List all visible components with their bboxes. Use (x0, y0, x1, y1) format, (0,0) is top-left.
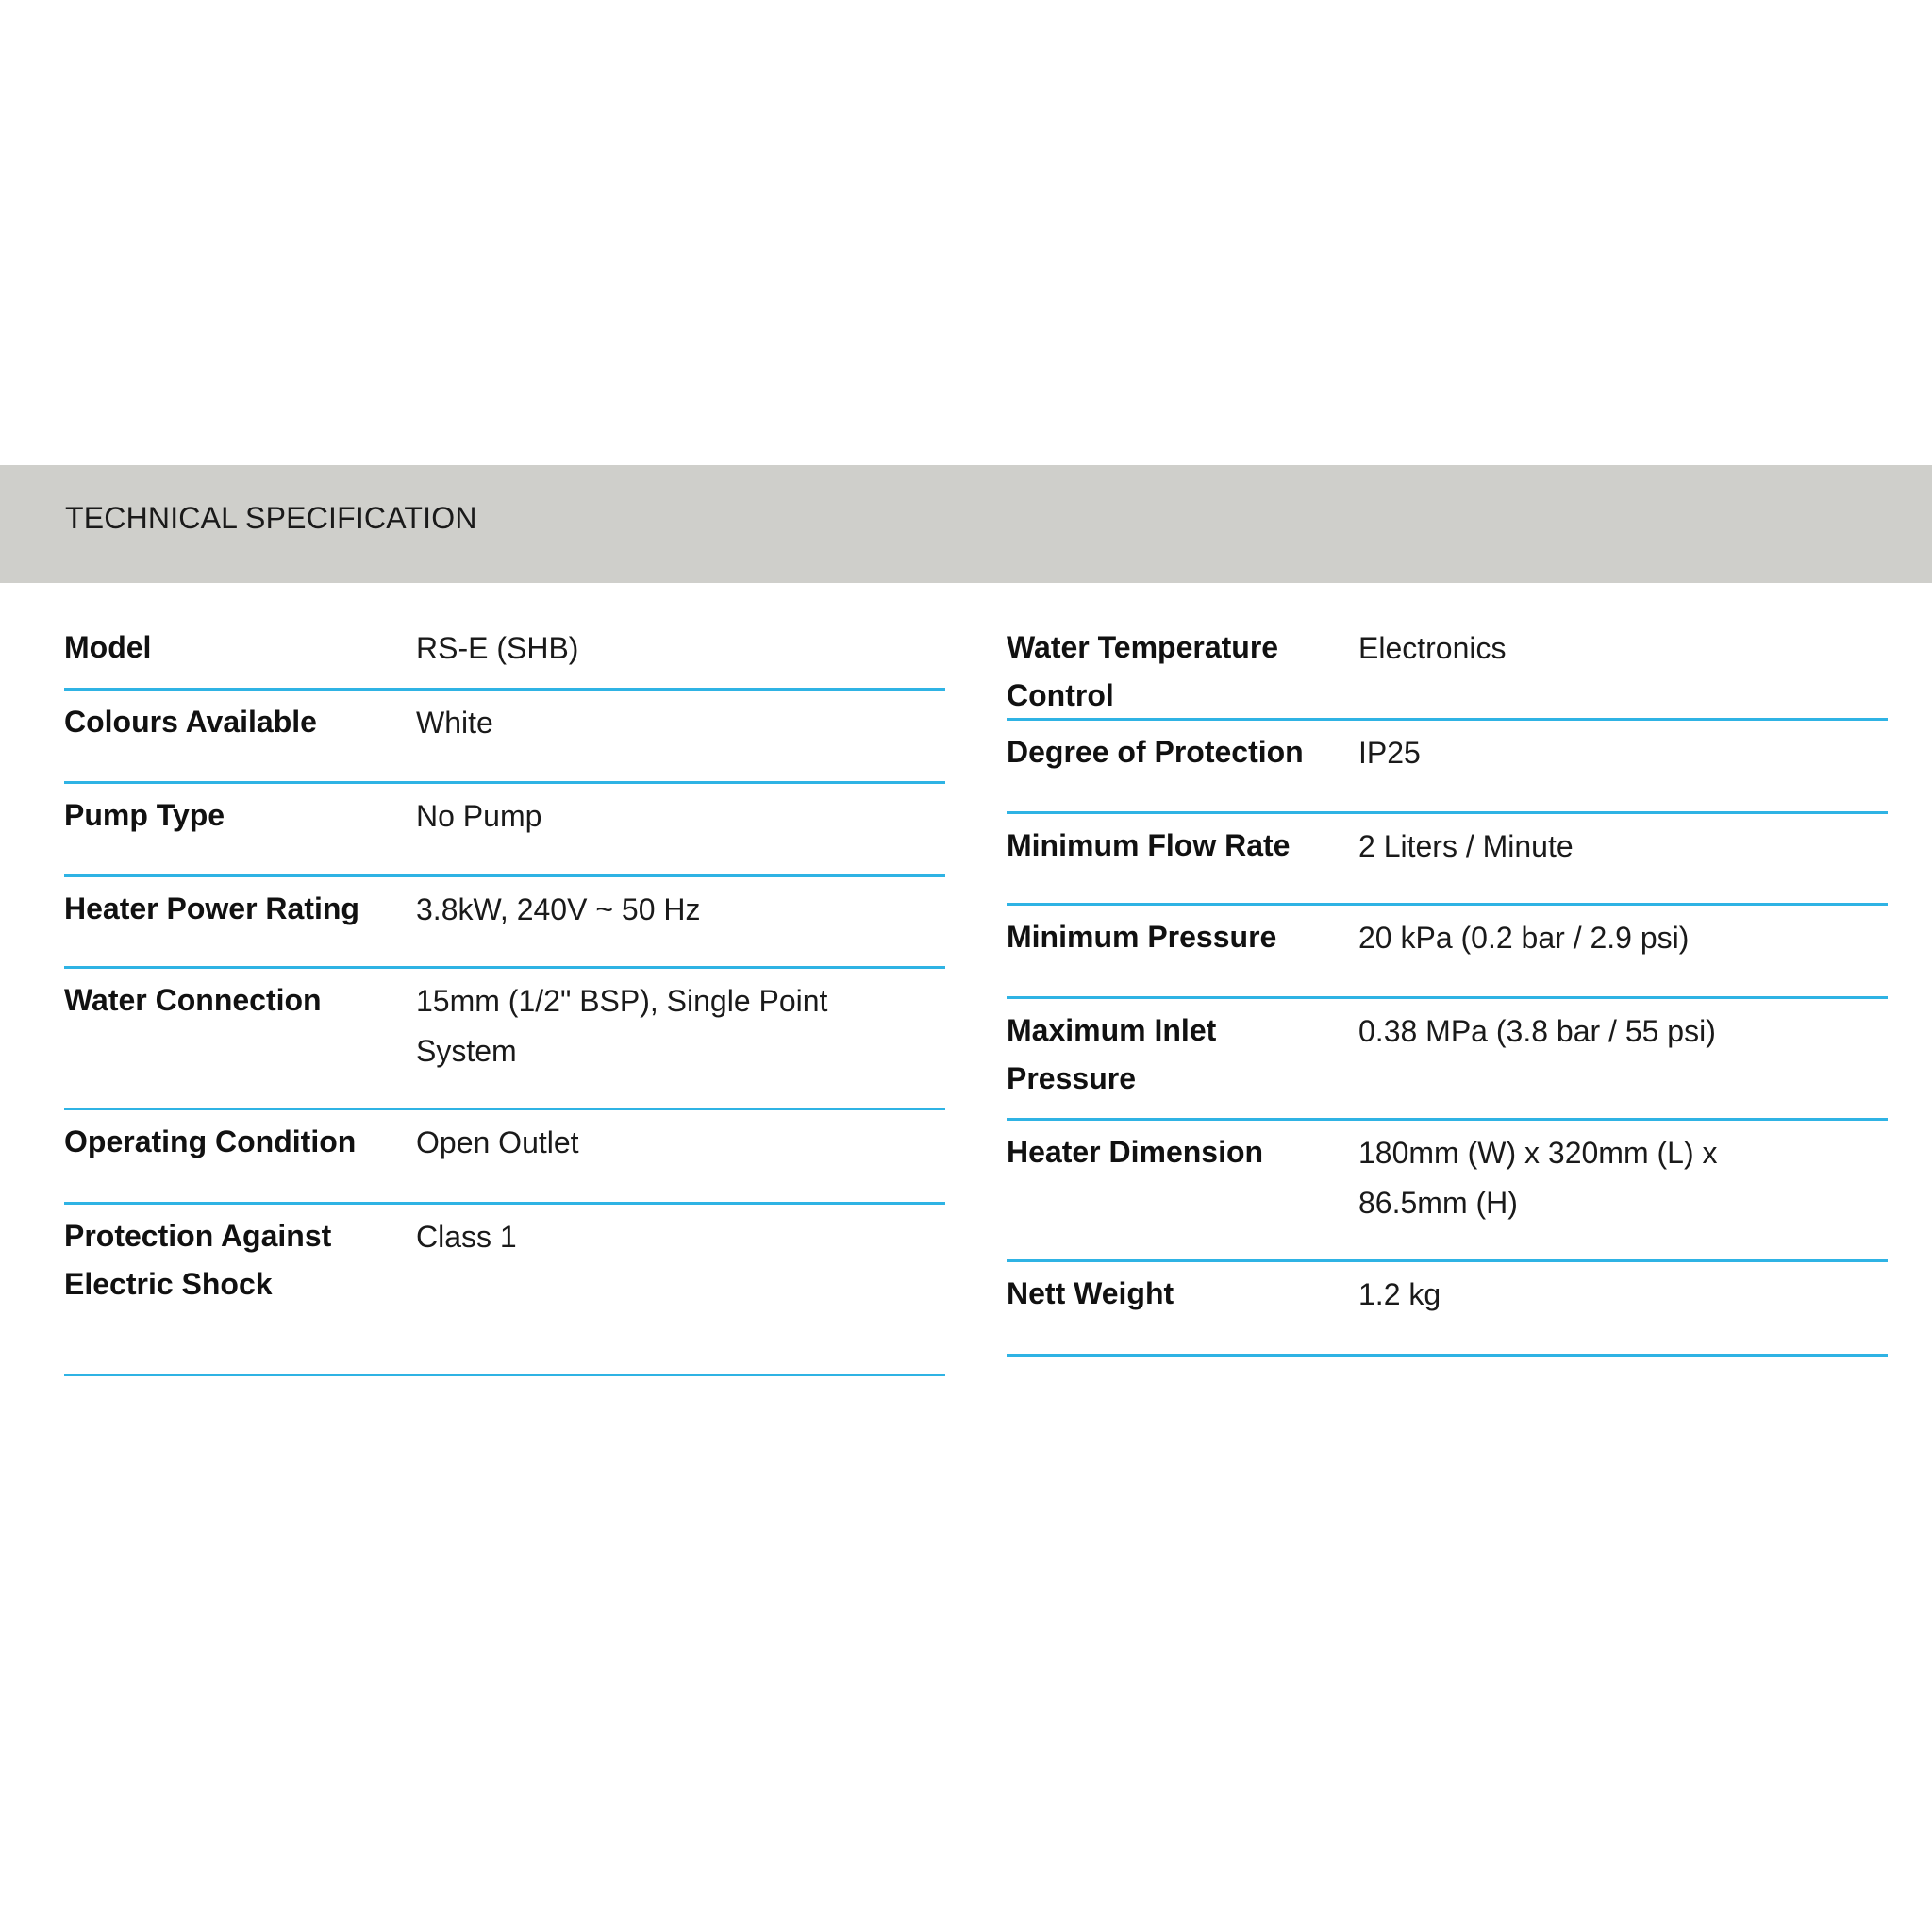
spec-value: Open Outlet (416, 1125, 579, 1159)
spec-row-colours (64, 691, 945, 784)
spec-value: Class 1 (416, 1220, 517, 1254)
spec-value: 1.2 kg (1358, 1277, 1441, 1311)
spec-row-nett-weight (1007, 1262, 1888, 1357)
spec-row-model (64, 616, 945, 691)
spec-row-water-connection (64, 969, 945, 1110)
spec-value: White (416, 706, 493, 740)
spec-label: Water Connection (64, 983, 322, 1017)
spec-value: Electronics (1358, 631, 1507, 665)
spec-value: 180mm (W) x 320mm (L) x 86.5mm (H) (1358, 1136, 1718, 1220)
spec-row-min-flow-rate (1007, 814, 1888, 906)
spec-row-min-pressure (1007, 906, 1888, 999)
spec-value: 3.8kW, 240V ~ 50 Hz (416, 892, 701, 926)
spec-value: 2 Liters / Minute (1358, 829, 1574, 863)
spec-value: No Pump (416, 799, 542, 833)
spec-label: Minimum Flow Rate (1007, 828, 1291, 862)
spec-row-protection-shock (64, 1205, 945, 1376)
spec-column-right (1007, 616, 1888, 1357)
spec-row-heater-power (64, 877, 945, 969)
spec-row-max-inlet-pressure (1007, 999, 1888, 1121)
spec-label: Minimum Pressure (1007, 920, 1277, 954)
spec-label: Maximum Inlet Pressure (1007, 1013, 1217, 1095)
spec-value: 20 kPa (0.2 bar / 2.9 psi) (1358, 921, 1690, 955)
spec-row-degree-protection (1007, 721, 1888, 814)
section-title: TECHNICAL SPECIFICATION (65, 501, 477, 535)
spec-row-pump-type (64, 784, 945, 877)
spec-value: 15mm (1/2" BSP), Single Point System (416, 984, 828, 1068)
spec-label: Colours Available (64, 705, 317, 739)
spec-label: Heater Power Rating (64, 891, 359, 925)
spec-label: Nett Weight (1007, 1276, 1174, 1310)
spec-label: Model (64, 630, 152, 664)
spec-value: IP25 (1358, 736, 1421, 770)
spec-label: Operating Condition (64, 1124, 357, 1158)
spec-row-operating-condition (64, 1110, 945, 1205)
spec-value: 0.38 MPa (3.8 bar / 55 psi) (1358, 1014, 1716, 1048)
spec-label: Water Temperature Control (1007, 630, 1279, 712)
spec-column-left (64, 616, 945, 1376)
spec-row-heater-dimension (1007, 1121, 1888, 1262)
spec-label: Protection Against Electric Shock (64, 1219, 332, 1301)
spec-row-water-temp-control (1007, 616, 1888, 721)
spec-label: Pump Type (64, 798, 225, 832)
spec-value: RS-E (SHB) (416, 631, 579, 665)
spec-label: Heater Dimension (1007, 1135, 1264, 1169)
spec-label: Degree of Protection (1007, 735, 1304, 769)
